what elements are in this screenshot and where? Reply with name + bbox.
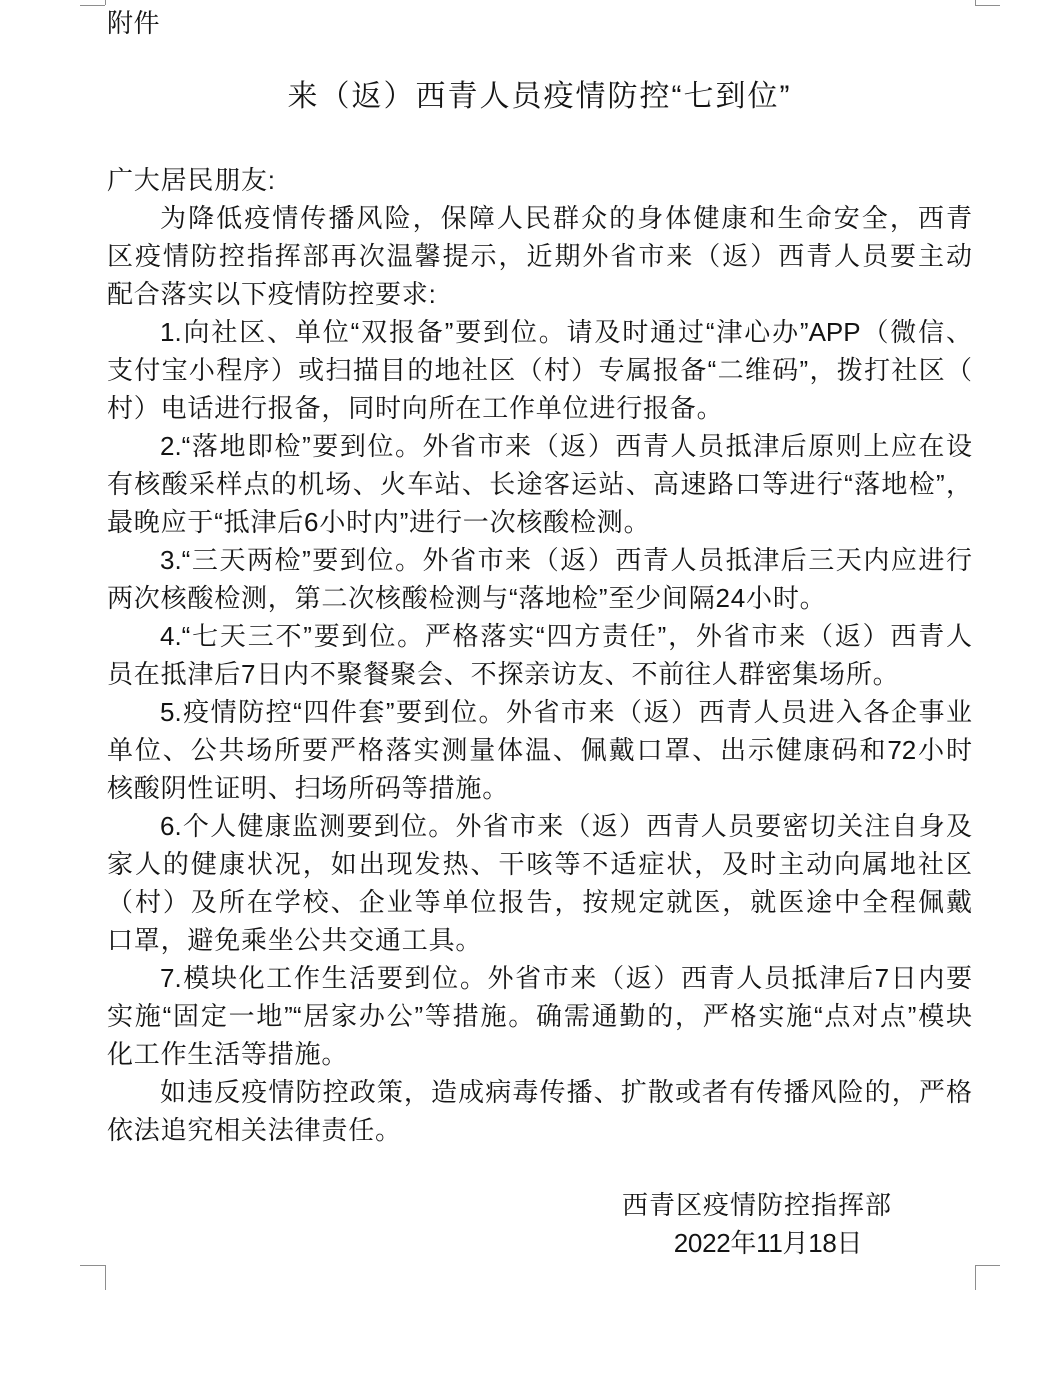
paragraph-line: 实施“固定一地”“居家办公”等措施。确需通勤的，严格实施“点对点”模块 [107, 1001, 972, 1031]
paragraph-line: 如违反疫情防控政策，造成病毒传播、扩散或者有传播风险的，严格 [160, 1077, 972, 1107]
item-4-paragraph [107, 617, 972, 693]
item-6-paragraph [107, 807, 972, 959]
paragraph-line: 单位、公共场所要严格落实测量体温、佩戴口罩、出示健康码和72小时 [107, 735, 972, 765]
document-body [107, 161, 972, 1149]
item-1-paragraph [107, 313, 972, 427]
document-title: 来（返）西青人员疫情防控“七到位” [287, 80, 792, 113]
closing-paragraph [107, 1073, 972, 1149]
paragraph-line: 村）电话进行报备，同时向所在工作单位进行报备。 [107, 393, 724, 423]
item-5-paragraph [107, 693, 972, 807]
intro-paragraph [107, 199, 972, 313]
attachment-label: 附件 [107, 8, 161, 38]
paragraph-line: 3.“三天两检”要到位。外省市来（返）西青人员抵津后三天内应进行 [160, 545, 972, 575]
paragraph-line: 支付宝小程序）或扫描目的地社区（村）专属报备“二维码”，拨打社区（ [107, 355, 972, 385]
item-3-paragraph [107, 541, 972, 617]
signature-issuer: 西青区疫情防控指挥部 [622, 1190, 893, 1220]
paragraph-line: 最晚应于“抵津后6小时内”进行一次核酸检测。 [107, 507, 651, 537]
signature-date: 2022年11月18日 [673, 1228, 863, 1258]
item-2-paragraph [107, 427, 972, 541]
paragraph-line: 有核酸采样点的机场、火车站、长途客运站、高速路口等进行“落地检”， [107, 469, 972, 499]
paragraph-line: 化工作生活等措施。 [107, 1039, 349, 1069]
paragraph-line: 依法追究相关法律责任。 [107, 1115, 402, 1145]
paragraph-line: （村）及所在学校、企业等单位报告，按规定就医，就医途中全程佩戴 [107, 887, 972, 917]
salutation: 广大居民朋友: [107, 165, 276, 195]
paragraph-line: 家人的健康状况，如出现发热、干咳等不适症状，及时主动向属地社区 [107, 849, 972, 879]
paragraph-line: 配合落实以下疫情防控要求: [107, 279, 437, 309]
paragraph-line: 核酸阴性证明、扫场所码等措施。 [107, 773, 510, 803]
paragraph-line: 员在抵津后7日内不聚餐聚会、不探亲访友、不前往人群密集场所。 [107, 659, 900, 689]
paragraph-line: 为降低疫情传播风险，保障人民群众的身体健康和生命安全，西青 [160, 203, 972, 233]
paragraph-line: 2.“落地即检”要到位。外省市来（返）西青人员抵津后原则上应在设 [160, 431, 972, 461]
paragraph-line: 4.“七天三不”要到位。严格落实“四方责任”，外省市来（返）西青人 [160, 621, 972, 651]
paragraph-line: 6.个人健康监测要到位。外省市来（返）西青人员要密切关注自身及 [160, 811, 972, 841]
paragraph-line: 1.向社区、单位“双报备”要到位。请及时通过“津心办”APP（微信、 [160, 317, 972, 347]
item-7-paragraph [107, 959, 972, 1073]
paragraph-line: 7.模块化工作生活要到位。外省市来（返）西青人员抵津后7日内要 [160, 963, 972, 993]
paragraph-line: 5.疫情防控“四件套”要到位。外省市来（返）西青人员进入各企事业 [160, 697, 972, 727]
paragraph-line: 两次核酸检测，第二次核酸检测与“落地检”至少间隔24小时。 [107, 583, 827, 613]
paragraph-line: 口罩，避免乘坐公共交通工具。 [107, 925, 483, 955]
paragraph-line: 区疫情防控指挥部再次温馨提示，近期外省市来（返）西青人员要主动 [107, 241, 972, 271]
